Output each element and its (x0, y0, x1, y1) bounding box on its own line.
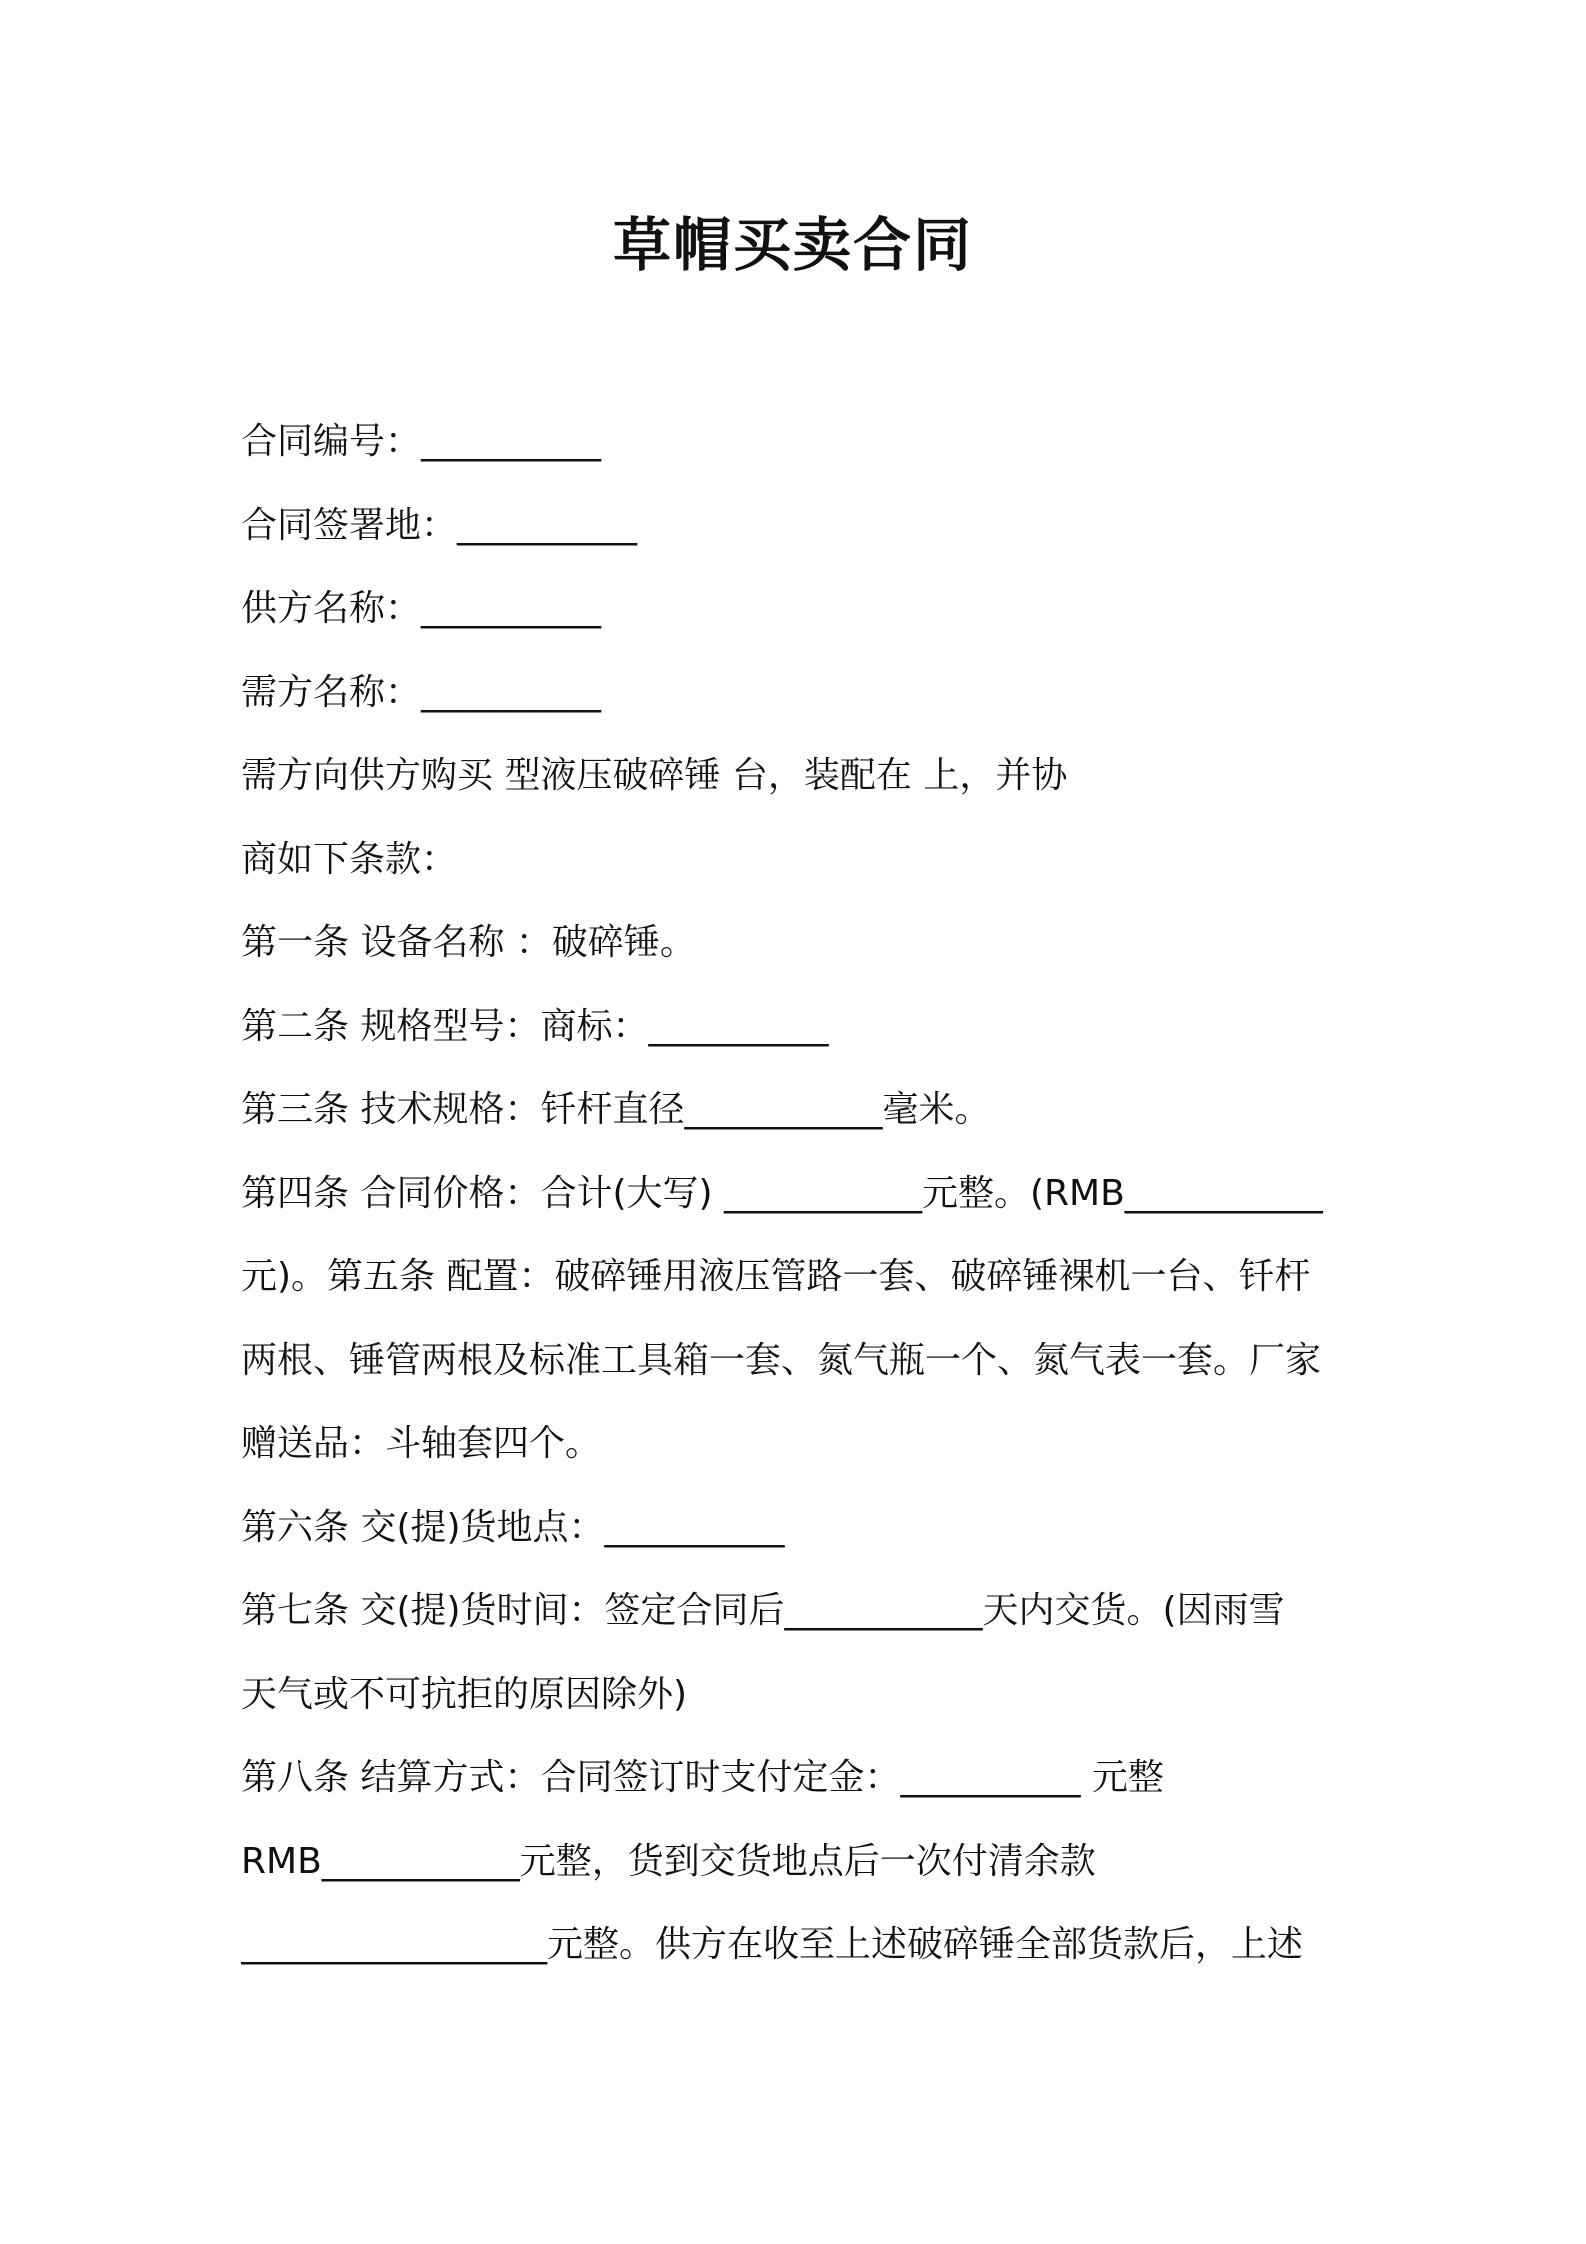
supplier-name-line: 供方名称：__________ (241, 588, 602, 629)
article-2-line: 第二条 规格型号：商标：__________ (241, 1005, 829, 1047)
buyer-name-line: 需方名称：__________ (241, 671, 602, 713)
preamble-line: 需方向供方购买 型液压破碎锤 台，装配在 上，并协 (241, 755, 1068, 796)
article-8-line: _________________元整。供方在收至上述破碎锤全部货款后，上述 (241, 1924, 1304, 1965)
document-title: 草帽买卖合同 (612, 211, 973, 279)
article-3-line: 第三条 技术规格：钎杆直径___________毫米。 (241, 1089, 991, 1130)
article-4-line: 第四条 合同价格：合计(大写) ___________元整。(RMB___________ (241, 1172, 1323, 1214)
article-6-line: 第六条 交(提)货地点：__________ (241, 1506, 785, 1548)
article-1-line: 第一条 设备名称 ：破碎锤。 (241, 922, 696, 963)
article-5-line: 赠送品：斗轴套四个。 (241, 1423, 602, 1464)
signing-place-line: 合同签署地：__________ (241, 504, 638, 546)
article-5-line: 元)。第五条 配置：破碎锤用液压管路一套、破碎锤裸机一台、钎杆 (241, 1256, 1311, 1297)
article-7-line: 天气或不可抗拒的原因除外) (241, 1673, 688, 1715)
preamble-line: 商如下条款： (241, 838, 458, 880)
article-8-line: 第八条 结算方式：合同签订时支付定金：__________ 元整 (241, 1757, 1164, 1798)
article-7-line: 第七条 交(提)货时间：签定合同后___________天内交货。(因雨雪 (241, 1590, 1285, 1631)
contract-number-line: 合同编号：__________ (241, 421, 602, 462)
contract-body (241, 400, 1351, 1987)
article-5-line: 两根、锤管两根及标准工具箱一套、氮气瓶一个、氮气表一套。厂家 (241, 1339, 1322, 1381)
article-8-line: RMB___________元整，货到交货地点后一次付清余款 (241, 1840, 1096, 1882)
